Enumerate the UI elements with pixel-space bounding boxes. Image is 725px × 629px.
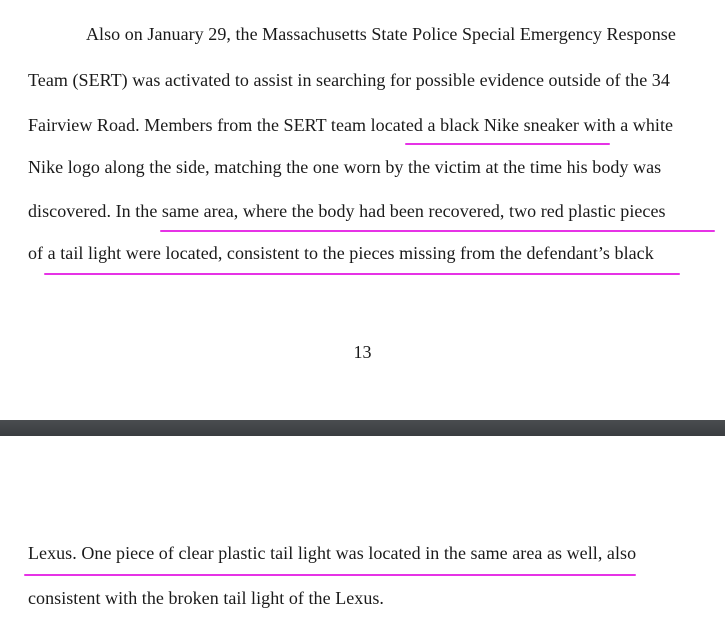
paragraph-line: consistent with the broken tail light of the Lexus. xyxy=(28,588,384,608)
page-number: 13 xyxy=(353,342,372,362)
page-separator xyxy=(0,420,725,436)
paragraph-line: Also on January 29, the Massachusetts State Police Special Emergency Response xyxy=(86,24,676,44)
paragraph-line: Fairview Road. Members from the SERT team located a black Nike sneaker with a white xyxy=(28,115,674,135)
paragraph-line: Team (SERT) was activated to assist in searching for possible evidence outside of the 34 xyxy=(28,70,670,90)
highlight-underline xyxy=(160,230,715,232)
paragraph-line: discovered. In the same area, where the body had been recovered, two red plastic pieces xyxy=(28,201,666,221)
highlight-underline xyxy=(44,273,680,275)
highlight-underline xyxy=(24,574,636,576)
paragraph-line: Lexus. One piece of clear plastic tail light was located in the same area as well, also xyxy=(28,543,637,563)
paragraph-line: of a tail light were located, consistent to the pieces missing from the defendant’s black xyxy=(28,243,654,263)
document-page-14 xyxy=(0,436,725,629)
highlight-underline xyxy=(405,143,610,145)
paragraph-line: Nike logo along the side, matching the one worn by the victim at the time his body was xyxy=(28,157,662,177)
